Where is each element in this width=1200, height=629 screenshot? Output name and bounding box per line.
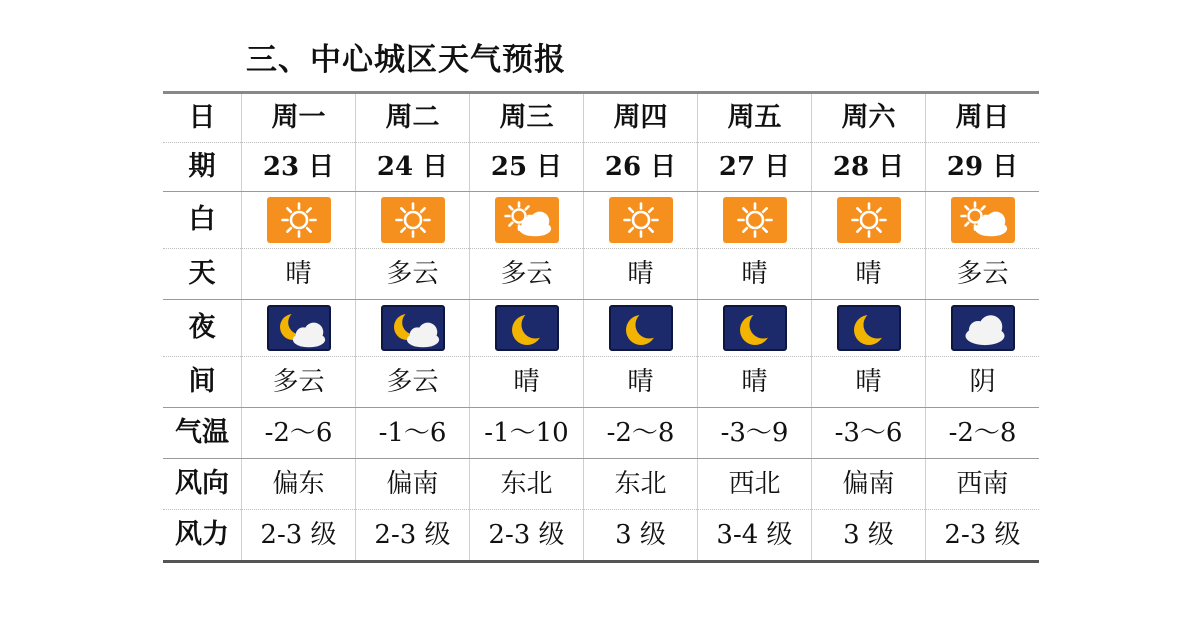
cloud-icon	[951, 305, 1015, 351]
wind-direction-cell: 偏东	[242, 459, 356, 510]
moon-cloud-icon	[267, 305, 331, 351]
temperature-row	[163, 408, 1039, 459]
date-cell: 24 日	[356, 143, 470, 192]
sun-icon	[267, 197, 331, 243]
temperature-cell: -1～6	[356, 408, 470, 459]
weekday-cell: 周一	[242, 93, 356, 143]
wind-direction-cell: 西南	[926, 459, 1040, 510]
night-label-bottom: 间	[163, 357, 242, 408]
day-weather: 晴	[242, 249, 356, 300]
wind-direction-cell: 东北	[584, 459, 698, 510]
weekday-cell: 周五	[698, 93, 812, 143]
day-weather: 多云	[470, 249, 584, 300]
wind-force-cell: 3 级	[812, 510, 926, 562]
weather-table	[163, 91, 1039, 563]
night-weather: 阴	[926, 357, 1040, 408]
day-icon-row	[163, 192, 1039, 249]
weekday-cell: 周三	[470, 93, 584, 143]
wind-force-cell: 2-3 级	[356, 510, 470, 562]
weekday-cell: 周四	[584, 93, 698, 143]
day-weather: 晴	[812, 249, 926, 300]
night-icon-row	[163, 300, 1039, 357]
weekday-cell: 周六	[812, 93, 926, 143]
day-weather: 多云	[356, 249, 470, 300]
sun-icon	[381, 197, 445, 243]
moon-icon	[723, 305, 787, 351]
temperature-cell: -2～6	[242, 408, 356, 459]
moon-cloud-icon	[381, 305, 445, 351]
night-weather: 多云	[356, 357, 470, 408]
temperature-cell: -2～8	[584, 408, 698, 459]
date-label-bottom: 期	[163, 143, 242, 192]
wind-direction-row	[163, 459, 1039, 510]
day-weather: 晴	[698, 249, 812, 300]
wind-force-row	[163, 510, 1039, 562]
night-weather: 晴	[698, 357, 812, 408]
date-cell: 28 日	[812, 143, 926, 192]
daytime-label-bottom: 天	[163, 249, 242, 300]
day-weather: 晴	[584, 249, 698, 300]
weekday-cell: 周二	[356, 93, 470, 143]
temperature-cell: -3～6	[812, 408, 926, 459]
page-title: 三、中心城区天气预报	[246, 42, 566, 78]
wind-direction-cell: 西北	[698, 459, 812, 510]
sun-cloud-icon	[951, 197, 1015, 243]
date-row	[163, 143, 1039, 192]
moon-icon	[495, 305, 559, 351]
moon-icon	[837, 305, 901, 351]
sun-cloud-icon	[495, 197, 559, 243]
temperature-cell: -2～8	[926, 408, 1040, 459]
day-weather: 多云	[926, 249, 1040, 300]
night-text-row	[163, 357, 1039, 408]
sun-icon	[723, 197, 787, 243]
wind-direction-cell: 偏南	[356, 459, 470, 510]
wind-direction-label: 风向	[163, 459, 242, 510]
wind-force-label: 风力	[163, 510, 242, 562]
date-cell: 27 日	[698, 143, 812, 192]
night-weather: 晴	[812, 357, 926, 408]
temperature-label: 气温	[163, 408, 242, 459]
wind-force-cell: 2-3 级	[470, 510, 584, 562]
wind-direction-cell: 偏南	[812, 459, 926, 510]
temperature-cell: -3～9	[698, 408, 812, 459]
wind-force-cell: 3-4 级	[698, 510, 812, 562]
wind-force-cell: 2-3 级	[242, 510, 356, 562]
weekday-row	[163, 93, 1039, 143]
weekday-cell: 周日	[926, 93, 1040, 143]
night-weather: 晴	[584, 357, 698, 408]
wind-direction-cell: 东北	[470, 459, 584, 510]
date-label-top: 日	[163, 93, 242, 143]
wind-force-cell: 2-3 级	[926, 510, 1040, 562]
temperature-cell: -1～10	[470, 408, 584, 459]
night-weather: 晴	[470, 357, 584, 408]
date-cell: 26 日	[584, 143, 698, 192]
wind-force-cell: 3 级	[584, 510, 698, 562]
sun-icon	[837, 197, 901, 243]
moon-icon	[609, 305, 673, 351]
sun-icon	[609, 197, 673, 243]
date-cell: 23 日	[242, 143, 356, 192]
night-weather: 多云	[242, 357, 356, 408]
daytime-label-top: 白	[163, 192, 242, 249]
date-cell: 29 日	[926, 143, 1040, 192]
date-cell: 25 日	[470, 143, 584, 192]
day-text-row	[163, 249, 1039, 300]
night-label-top: 夜	[163, 300, 242, 357]
